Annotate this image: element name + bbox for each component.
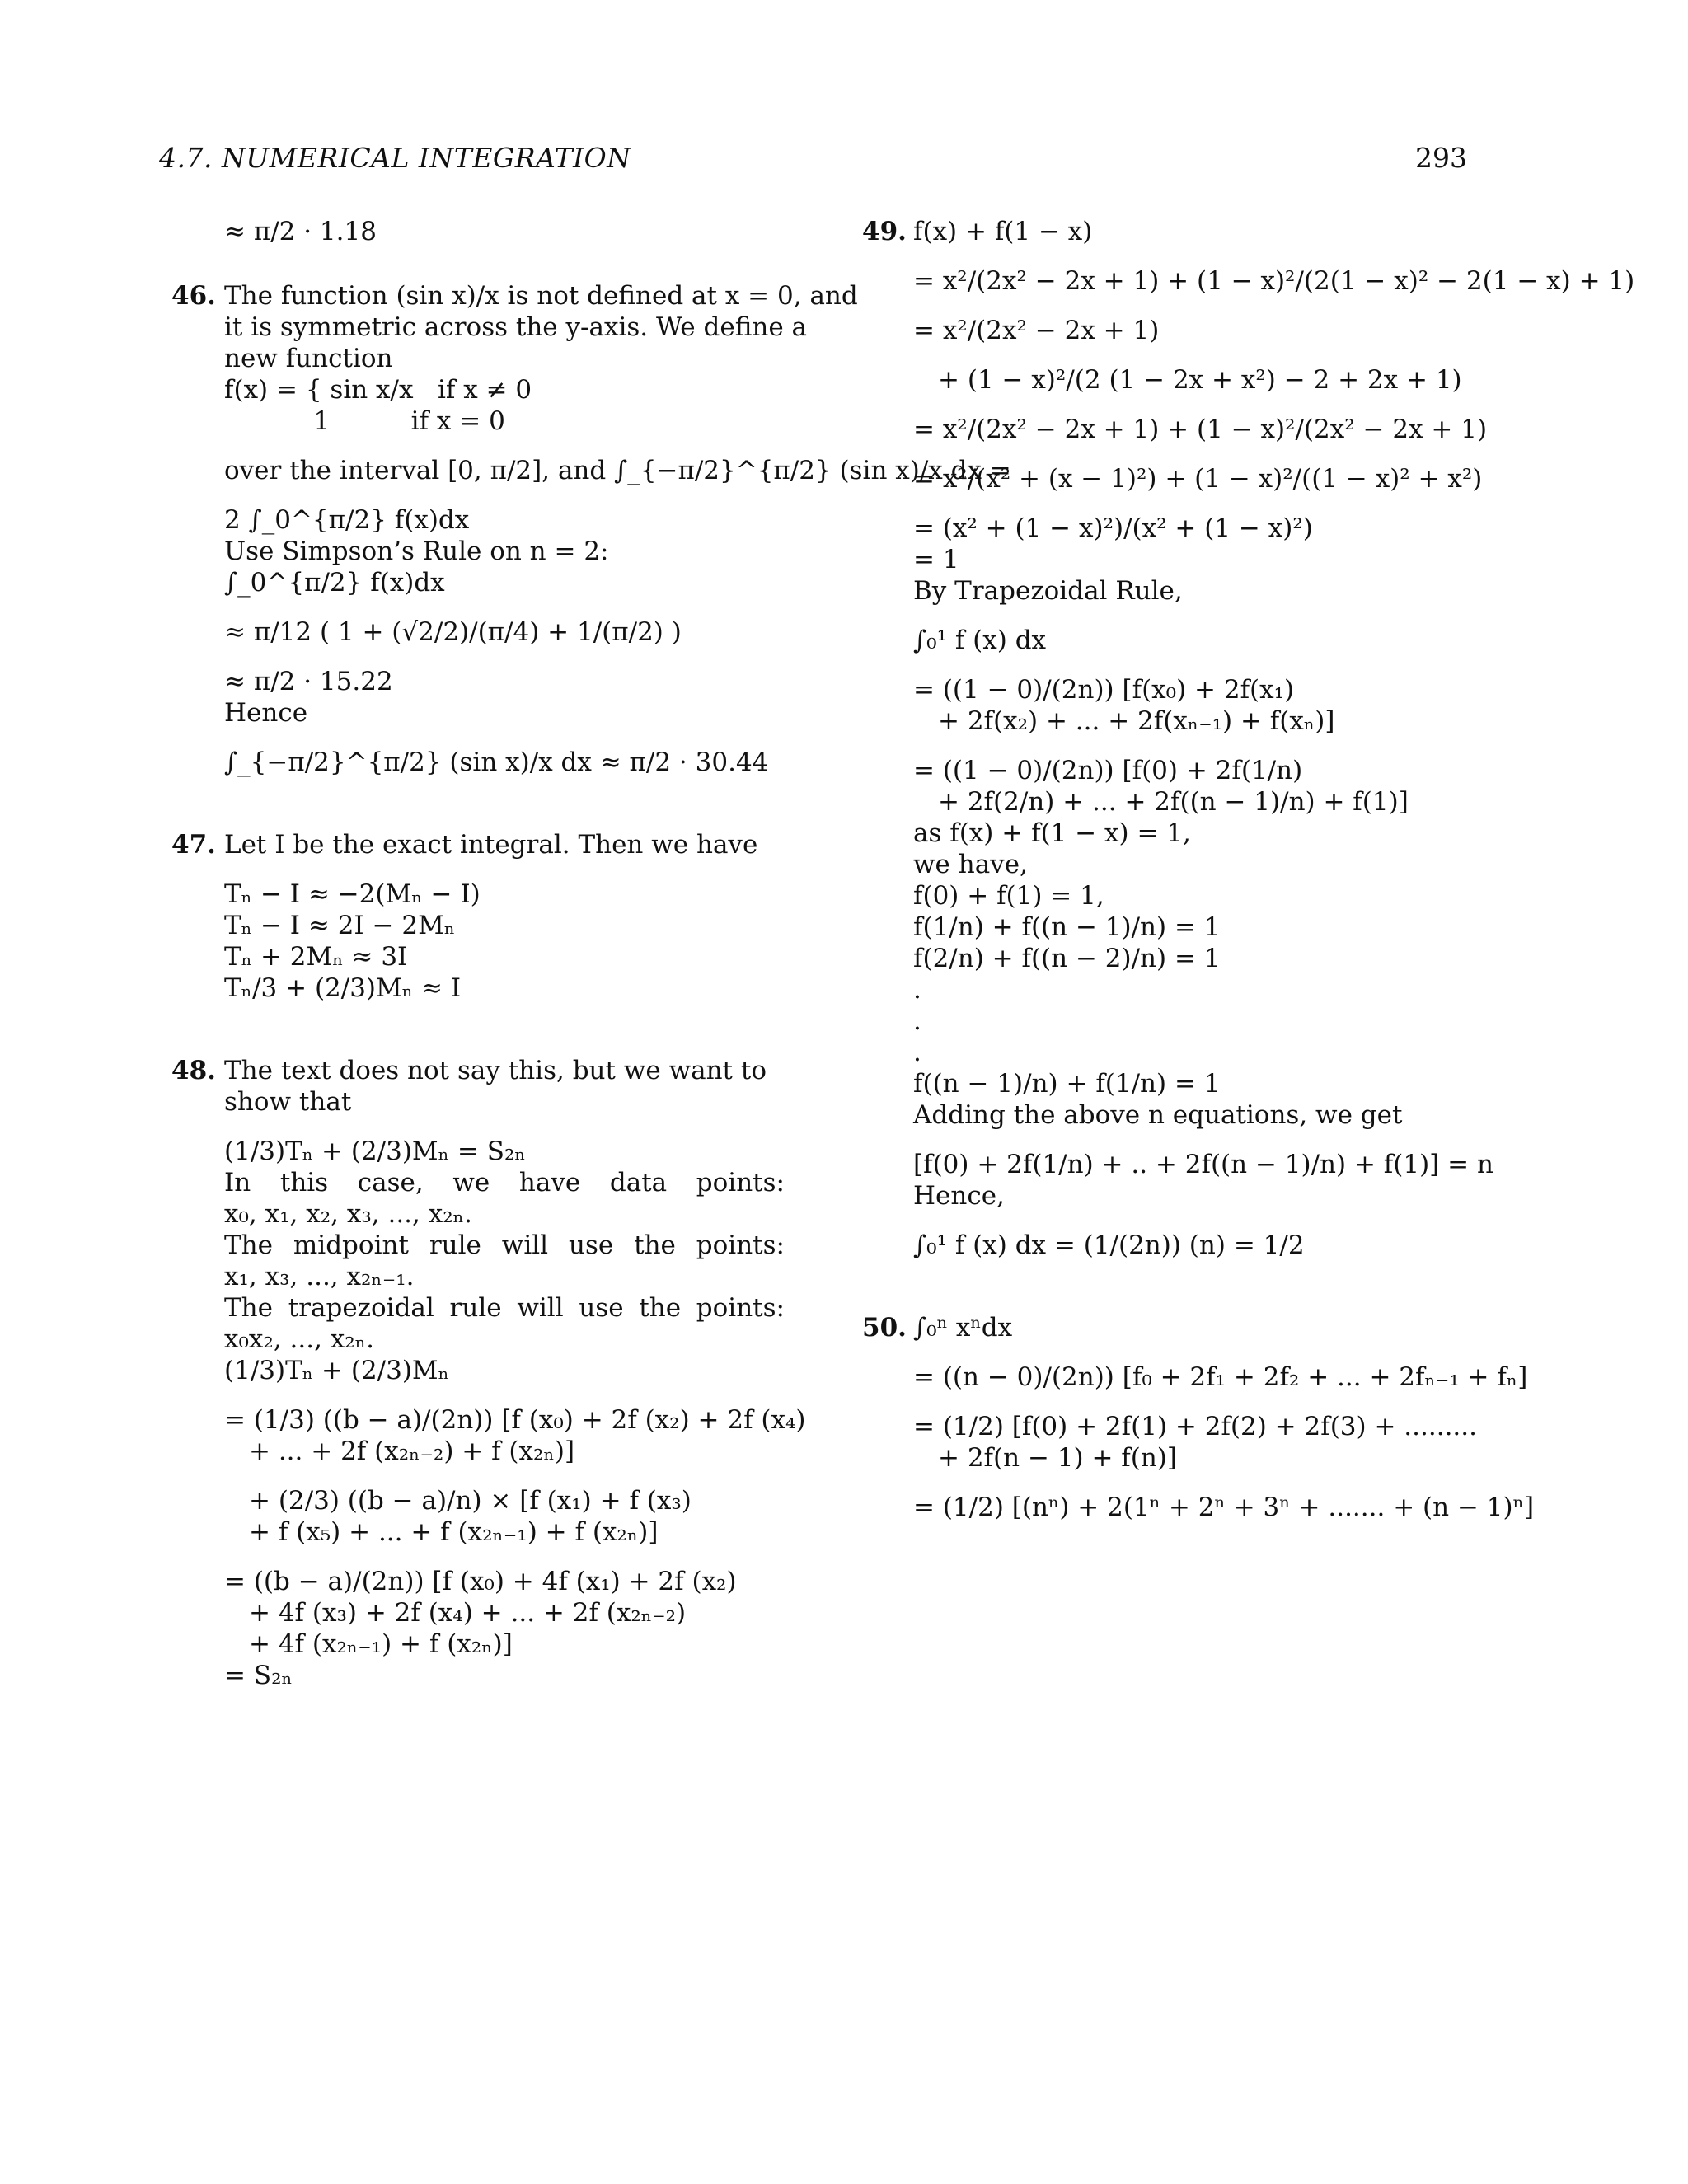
math-line: (1/3)Tₙ + (2/3)Mₙ = S₂ₙ [224, 1137, 526, 1166]
math-line: ≈ π/2 · 15.22 [224, 667, 393, 696]
text-line: The trapezoidal rule will use the points: [224, 1293, 785, 1323]
problem-49 [862, 216, 1635, 1261]
math-line: + 2f(n − 1) + f(n)] [938, 1443, 1177, 1473]
math-line: = x²/(2x² − 2x + 1) + (1 − x)²/(2(1 − x)² − 2(1 − x) + 1) [913, 266, 1635, 296]
math-line: f(x) + f(1 − x) [913, 217, 1093, 246]
math-line: ∫₀¹ f (x) dx [913, 626, 1047, 655]
math-line: + 2f(2/n) + ... + 2f((n − 1)/n) + f(1)] [938, 787, 1409, 817]
piecewise-line: f(x) = { sin x/x if x ≠ 0 [224, 375, 532, 405]
math-line: + (2/3) ((b − a)/n) × [f (x₁) + f (x₃) [249, 1486, 692, 1516]
ellipsis-dot: . [913, 1038, 921, 1067]
math-line: f(2/n) + f((n − 2)/n) = 1 [913, 944, 1221, 973]
page-number: 293 [1415, 142, 1467, 174]
math-line: ∫_0^{π/2} f(x)dx [224, 568, 445, 598]
text-line: By Trapezoidal Rule, [913, 576, 1183, 606]
math-line: Tₙ − I ≈ −2(Mₙ − I) [224, 879, 481, 909]
math-line: Tₙ − I ≈ 2I − 2Mₙ [224, 911, 456, 940]
text-line: The function (sin x)/x is not defined at x = 0, and [224, 281, 858, 311]
math-line: = (1/2) [(nⁿ) + 2(1ⁿ + 2ⁿ + 3ⁿ + ....... + (n − 1)ⁿ] [913, 1493, 1535, 1522]
intro-approximation: ≈ π/2 · 1.18 [224, 217, 377, 246]
text-line: we have, [913, 850, 1028, 879]
math-line: ∫₀¹ f (x) dx = (1/(2n)) (n) = 1/2 [913, 1230, 1305, 1260]
math-line: = x²/(2x² − 2x + 1) + (1 − x)²/(2x² − 2x + 1) [913, 415, 1488, 444]
text-line: over the interval [0, π/2], and ∫_{−π/2}^{π/2} (sin x)/x dx = [224, 456, 1011, 485]
piecewise-line: 1 if x = 0 [224, 406, 505, 436]
text-line: Adding the above n equations, we get [913, 1100, 1403, 1130]
math-line: = ((1 − 0)/(2n)) [f(x₀) + 2f(x₁) [913, 675, 1295, 705]
text-line: as f(x) + f(1 − x) = 1, [913, 818, 1191, 848]
section-title: 4.7. NUMERICAL INTEGRATION [159, 142, 631, 174]
math-line: = ((b − a)/(2n)) [f (x₀) + 4f (x₁) + 2f (x₂) [224, 1567, 737, 1596]
math-line: x₀x₂, ..., x₂ₙ. [224, 1324, 374, 1354]
problem-number: 50. [862, 1313, 907, 1343]
math-line: + 4f (x₃) + 2f (x₄) + ... + 2f (x₂ₙ₋₂) [249, 1598, 687, 1628]
problem-48 [171, 1055, 806, 1691]
problem-number: 47. [171, 830, 216, 860]
math-line: = ((1 − 0)/(2n)) [f(0) + 2f(1/n) [913, 756, 1303, 785]
text-line: Hence, [913, 1181, 1005, 1211]
math-line: ∫₀ⁿ xⁿdx [913, 1313, 1013, 1343]
math-line: + (1 − x)²/(2 (1 − 2x + x²) − 2 + 2x + 1) [938, 365, 1462, 395]
right-column [862, 216, 1635, 1523]
math-line: ∫_{−π/2}^{π/2} (sin x)/x dx ≈ π/2 · 30.44 [224, 748, 769, 777]
problem-47 [171, 829, 785, 1004]
math-line: + 2f(x₂) + ... + 2f(xₙ₋₁) + f(xₙ)] [938, 706, 1335, 736]
math-line: + 4f (x₂ₙ₋₁) + f (x₂ₙ)] [249, 1629, 513, 1659]
problem-50 [862, 1312, 1535, 1523]
math-line: = S₂ₙ [224, 1661, 293, 1690]
math-line: = x²/(x² + (x − 1)²) + (1 − x)²/((1 − x)² + x²) [913, 464, 1483, 494]
text-line: Let I be the exact integral. Then we have [224, 830, 758, 860]
math-line: x₁, x₃, ..., x₂ₙ₋₁. [224, 1262, 415, 1291]
math-line: f(0) + f(1) = 1, [913, 881, 1104, 911]
text-line: In this case, we have data points: [224, 1168, 785, 1197]
ellipsis-dot: . [913, 975, 921, 1005]
math-line: = (1/2) [f(0) + 2f(1) + 2f(2) + 2f(3) + ......... [913, 1412, 1477, 1441]
text-line: new function [224, 344, 393, 373]
math-line: ≈ π/12 ( 1 + (√2/2)/(π/4) + 1/(π/2) ) [224, 617, 682, 647]
math-line: = (x² + (1 − x)²)/(x² + (1 − x)²) [913, 513, 1313, 543]
text-line: Use Simpson’s Rule on n = 2: [224, 537, 609, 566]
math-line: 2 ∫_0^{π/2} f(x)dx [224, 505, 470, 535]
text-line: The text does not say this, but we want to [224, 1056, 767, 1085]
text-line: show that [224, 1087, 352, 1117]
ellipsis-dot: . [913, 1006, 921, 1036]
math-line: = (1/3) ((b − a)/(2n)) [f (x₀) + 2f (x₂) + 2f (x₄) [224, 1405, 806, 1435]
math-line: [f(0) + 2f(1/n) + .. + 2f((n − 1)/n) + f(1)] = n [913, 1150, 1493, 1179]
problem-number: 48. [171, 1056, 216, 1085]
text-line: Hence [224, 698, 308, 728]
math-line: (1/3)Tₙ + (2/3)Mₙ [224, 1356, 450, 1385]
text-line: The midpoint rule will use the points: [224, 1230, 785, 1260]
running-header [159, 142, 1467, 183]
math-line: x₀, x₁, x₂, x₃, ..., x₂ₙ. [224, 1199, 472, 1229]
math-line: Tₙ/3 + (2/3)Mₙ ≈ I [224, 973, 462, 1003]
math-line: + f (x₅) + ... + f (x₂ₙ₋₁) + f (x₂ₙ)] [249, 1517, 659, 1547]
math-line: = x²/(2x² − 2x + 1) [913, 316, 1160, 345]
math-line: Tₙ + 2Mₙ ≈ 3I [224, 942, 408, 972]
text-line: it is symmetric across the y-axis. We define a [224, 312, 808, 342]
math-line: + ... + 2f (x₂ₙ₋₂) + f (x₂ₙ)] [249, 1436, 575, 1466]
math-line: f((n − 1)/n) + f(1/n) = 1 [913, 1069, 1221, 1099]
problem-number: 49. [862, 217, 907, 246]
math-line: = ((n − 0)/(2n)) [f₀ + 2f₁ + 2f₂ + ... + 2fₙ₋₁ + fₙ] [913, 1362, 1528, 1392]
problem-number: 46. [171, 281, 216, 311]
math-line: f(1/n) + f((n − 1)/n) = 1 [913, 912, 1221, 942]
math-line: = 1 [913, 545, 959, 574]
